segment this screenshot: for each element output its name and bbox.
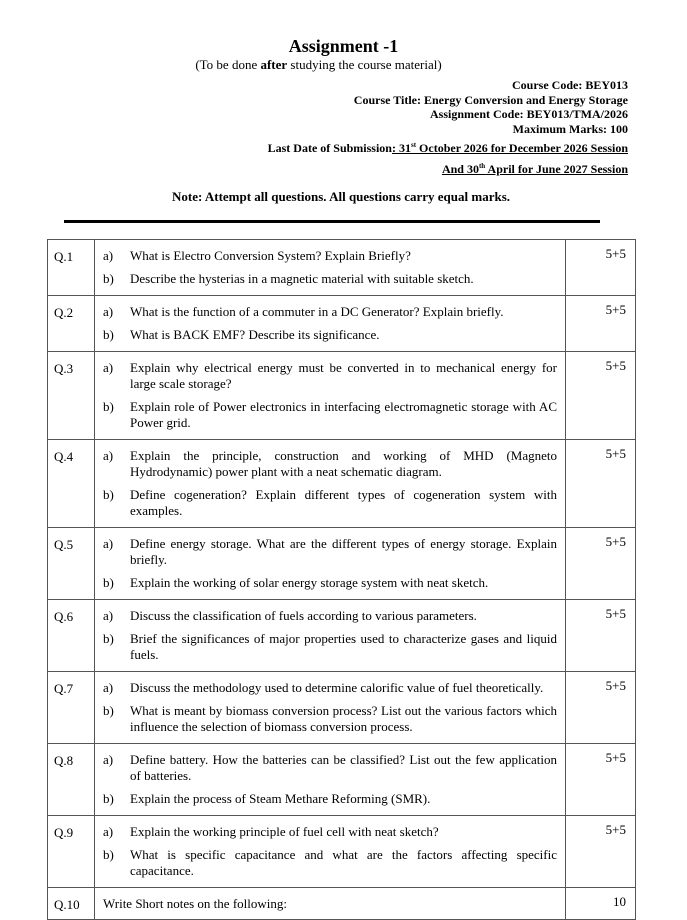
question-row xyxy=(48,744,636,816)
question-row xyxy=(48,672,636,744)
question-part xyxy=(103,399,557,431)
part-label: b) xyxy=(103,631,114,646)
part-text: What is specific capacitance and what are the factors affecting specific capacitance. xyxy=(130,847,557,878)
subtitle-bold: after xyxy=(260,57,288,72)
submission-date-line1 xyxy=(268,141,628,156)
question-marks: 5+5 xyxy=(566,672,636,744)
part-label: b) xyxy=(103,703,114,718)
question-part xyxy=(103,824,557,840)
part-text: Brief the significances of major properties used to characterize gases and liquid fuels. xyxy=(130,631,557,662)
part-label: b) xyxy=(103,791,114,806)
part-text: Explain the process of Steam Methare Reforming (SMR). xyxy=(130,791,431,806)
question-part xyxy=(103,608,557,624)
part-text: What is the function of a commuter in a DC Generator? Explain briefly. xyxy=(130,304,504,319)
question-number: Q.4 xyxy=(48,440,95,528)
question-number: Q.10 xyxy=(48,888,95,920)
part-label: a) xyxy=(103,536,114,551)
part-text: What is BACK EMF? Describe its significance. xyxy=(130,327,380,342)
question-number: Q.5 xyxy=(48,528,95,600)
part-label: a) xyxy=(103,824,114,839)
submission-date-june: And 30th April for June 2027 Session xyxy=(441,162,628,176)
question-number: Q.9 xyxy=(48,816,95,888)
question-body xyxy=(95,816,566,888)
question-body xyxy=(95,296,566,352)
question-number: Q.1 xyxy=(48,240,95,296)
question-part xyxy=(103,327,557,343)
question-marks: 5+5 xyxy=(566,600,636,672)
question-text: Write Short notes on the following: xyxy=(103,896,287,911)
submission-label: Last Date of Submission xyxy=(267,141,392,155)
question-number: Q.3 xyxy=(48,352,95,440)
question-part xyxy=(103,271,557,287)
separator-rule xyxy=(64,220,600,223)
question-part xyxy=(103,536,557,568)
question-part xyxy=(103,575,557,591)
question-body xyxy=(95,240,566,296)
part-text: Discuss the methodology used to determine calorific value of fuel theoretically. xyxy=(130,680,544,695)
course-title: Course Title: Energy Conversion and Energy Storage xyxy=(353,93,628,107)
question-part xyxy=(103,248,557,264)
questions-table xyxy=(47,239,636,920)
part-label: b) xyxy=(103,847,114,862)
question-row xyxy=(48,528,636,600)
question-body xyxy=(95,600,566,672)
question-number: Q.6 xyxy=(48,600,95,672)
question-marks: 5+5 xyxy=(566,528,636,600)
part-label: b) xyxy=(103,487,114,502)
question-marks: 5+5 xyxy=(566,816,636,888)
question-number: Q.8 xyxy=(48,744,95,816)
submission-date-december: : 31st October 2026 for December 2026 Session xyxy=(391,141,628,155)
subtitle-prefix: (To be done xyxy=(195,57,261,72)
question-part xyxy=(103,847,557,879)
part-text: Explain the working principle of fuel cell with neat sketch? xyxy=(130,824,439,839)
part-label: b) xyxy=(103,575,114,590)
question-row xyxy=(48,352,636,440)
question-marks: 5+5 xyxy=(566,440,636,528)
question-number: Q.7 xyxy=(48,672,95,744)
question-marks: 5+5 xyxy=(566,352,636,440)
maximum-marks: Maximum Marks: 100 xyxy=(512,122,628,136)
part-label: a) xyxy=(103,304,114,319)
part-label: a) xyxy=(103,360,114,375)
part-label: b) xyxy=(103,399,114,414)
part-text: Explain role of Power electronics in interfacing electromagnetic storage with AC Power grid. xyxy=(130,399,557,430)
part-text: Define cogeneration? Explain different types of cogeneration system with examples. xyxy=(130,487,557,518)
question-part xyxy=(103,631,557,663)
question-part xyxy=(103,703,557,735)
part-label: a) xyxy=(103,448,114,463)
instructions-note: Note: Attempt all questions. All questions carry equal marks. xyxy=(172,189,510,204)
assignment-code: Assignment Code: BEY013/TMA/2026 xyxy=(429,107,628,121)
question-number: Q.2 xyxy=(48,296,95,352)
part-text: What is Electro Conversion System? Explain Briefly? xyxy=(130,248,411,263)
question-body xyxy=(95,744,566,816)
question-marks: 5+5 xyxy=(566,744,636,816)
submission-date-line2 xyxy=(442,162,628,177)
question-part xyxy=(103,752,557,784)
question-part xyxy=(103,448,557,480)
part-label: a) xyxy=(103,248,114,263)
question-marks: 5+5 xyxy=(566,296,636,352)
part-text: Explain the working of solar energy storage system with neat sketch. xyxy=(130,575,489,590)
question-body xyxy=(95,440,566,528)
question-marks: 10 xyxy=(566,888,636,920)
question-marks: 5+5 xyxy=(566,240,636,296)
question-body xyxy=(95,528,566,600)
question-body xyxy=(95,352,566,440)
question-part xyxy=(103,487,557,519)
part-label: b) xyxy=(103,327,114,342)
question-row xyxy=(48,296,636,352)
question-body xyxy=(95,888,566,920)
subtitle-suffix: studying the course material) xyxy=(287,57,442,72)
part-text: Explain the principle, construction and working of MHD (Magneto Hydrodynamic) power plant with a neat schematic diagram. xyxy=(130,448,557,479)
question-row xyxy=(48,600,636,672)
question-part xyxy=(103,304,557,320)
part-text: What is meant by biomass conversion process? List out the various factors which influence the selection of biomass conversion process. xyxy=(130,703,557,734)
part-label: a) xyxy=(103,608,114,623)
part-text: Define battery. How the batteries can be classified? List out the few application of batteries. xyxy=(130,752,557,783)
question-row xyxy=(48,240,636,296)
question-row xyxy=(48,816,636,888)
question-part xyxy=(103,791,557,807)
question-part xyxy=(103,360,557,392)
part-label: a) xyxy=(103,752,114,767)
assignment-subtitle xyxy=(0,57,637,73)
part-text: Define energy storage. What are the different types of energy storage. Explain briefly. xyxy=(130,536,557,567)
part-label: a) xyxy=(103,680,114,695)
question-row xyxy=(48,440,636,528)
part-text: Explain why electrical energy must be converted in to mechanical energy for large scale storage? xyxy=(130,360,557,391)
question-part xyxy=(103,680,557,696)
assignment-title: Assignment -1 xyxy=(288,36,399,56)
part-text: Describe the hysterias in a magnetic material with suitable sketch. xyxy=(130,271,474,286)
question-row xyxy=(48,888,636,920)
part-label: b) xyxy=(103,271,114,286)
course-code: Course Code: BEY013 xyxy=(512,78,628,92)
part-text: Discuss the classification of fuels according to various parameters. xyxy=(130,608,477,623)
question-body xyxy=(95,672,566,744)
